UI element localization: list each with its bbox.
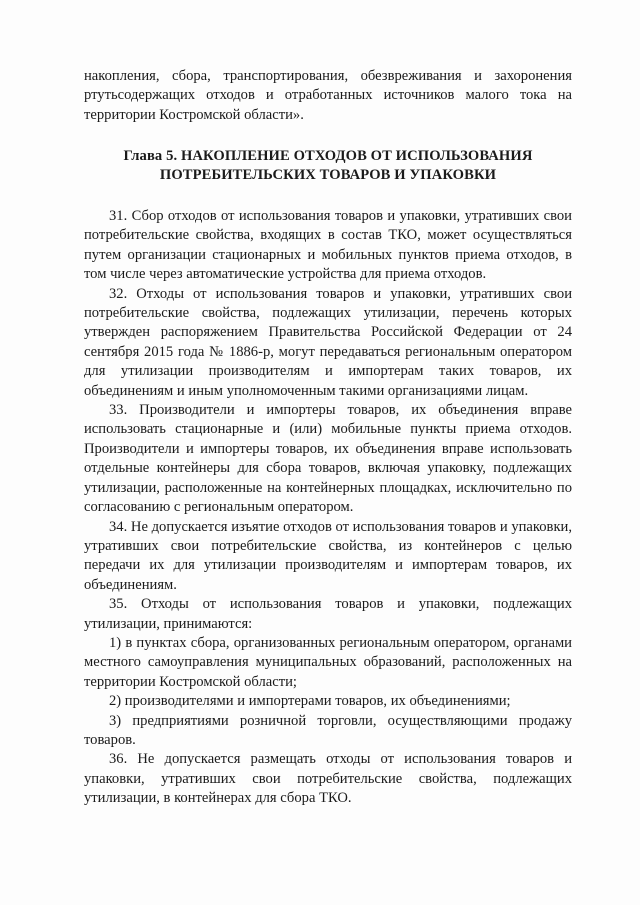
- paragraph-35-item-3: 3) предприятиями розничной торговли, осуществляющими продажу товаров.: [84, 712, 572, 748]
- chapter-title-line2: ПОТРЕБИТЕЛЬСКИХ ТОВАРОВ И УПАКОВКИ: [159, 167, 497, 184]
- paragraph-31: 31. Сбор отходов от использования товаров и упаковки, утративших свои потребительские свойства, входящих в состав ТКО, может осуществляться путем организации стационарных и мобильных пунктов приема отходов, в том числе через автоматические устройства для приема отходов.: [84, 208, 572, 283]
- paragraph-35-item-2: 2) производителями и импортерами товаров, их объединениями;: [109, 693, 511, 710]
- paragraph-34: 34. Не допускается изъятие отходов от использования товаров и упаковки, утративших свои потребительские свойства, из контейнеров с целью передачи их для утилизации производителям и импортерам товаров, их объединениям.: [84, 518, 572, 593]
- chapter-title-line1: Глава 5. НАКОПЛЕНИЕ ОТХОДОВ ОТ ИСПОЛЬЗОВАНИЯ: [123, 148, 533, 164]
- chapter-body: [84, 207, 572, 809]
- intro-paragraph: накопления, сбора, транспортирования, обезвреживания и захоронения ртутьсодержащих отходов и отработанных источников малого тока на территории Костромской области».: [84, 68, 572, 123]
- paragraph-36: 36. Не допускается размещать отходы от использования товаров и упаковки, утративших свои потребительские свойства, подлежащих утилизации, в контейнерах для сбора ТКО.: [84, 751, 572, 807]
- paragraph-35: 35. Отходы от использования товаров и упаковки, подлежащих утилизации, принимаются:: [84, 596, 572, 632]
- chapter-title: [84, 147, 572, 186]
- paragraph-32: 32. Отходы от использования товаров и упаковки, утративших свои потребительские свойства, подлежащих утилизации, перечень которых утвержден распоряжением Правительства Российской Федерации от 24 сентября 2015 года № 1886-р, могут передаваться региональным оператором для утилизации производителям и импортерам таких товаров, их объединениям и иным уполномоченным такими организациями лицам.: [84, 285, 572, 399]
- paragraph-35-item-1: 1) в пунктах сбора, организованных региональным оператором, органами местного самоуправления муниципальных образований, расположенных на территории Костромской области;: [84, 634, 572, 690]
- paragraph-33: 33. Производители и импортеры товаров, их объединения вправе использовать стационарные и (или) мобильные пункты приема отходов. Производители и импортеры товаров, их объединения вправе использовать отдельные контейнеры для сбора товаров, включая упаковку, подлежащих утилизации, расположенные на контейнерных площадках, исключительно по согласованию с региональным оператором.: [84, 402, 572, 516]
